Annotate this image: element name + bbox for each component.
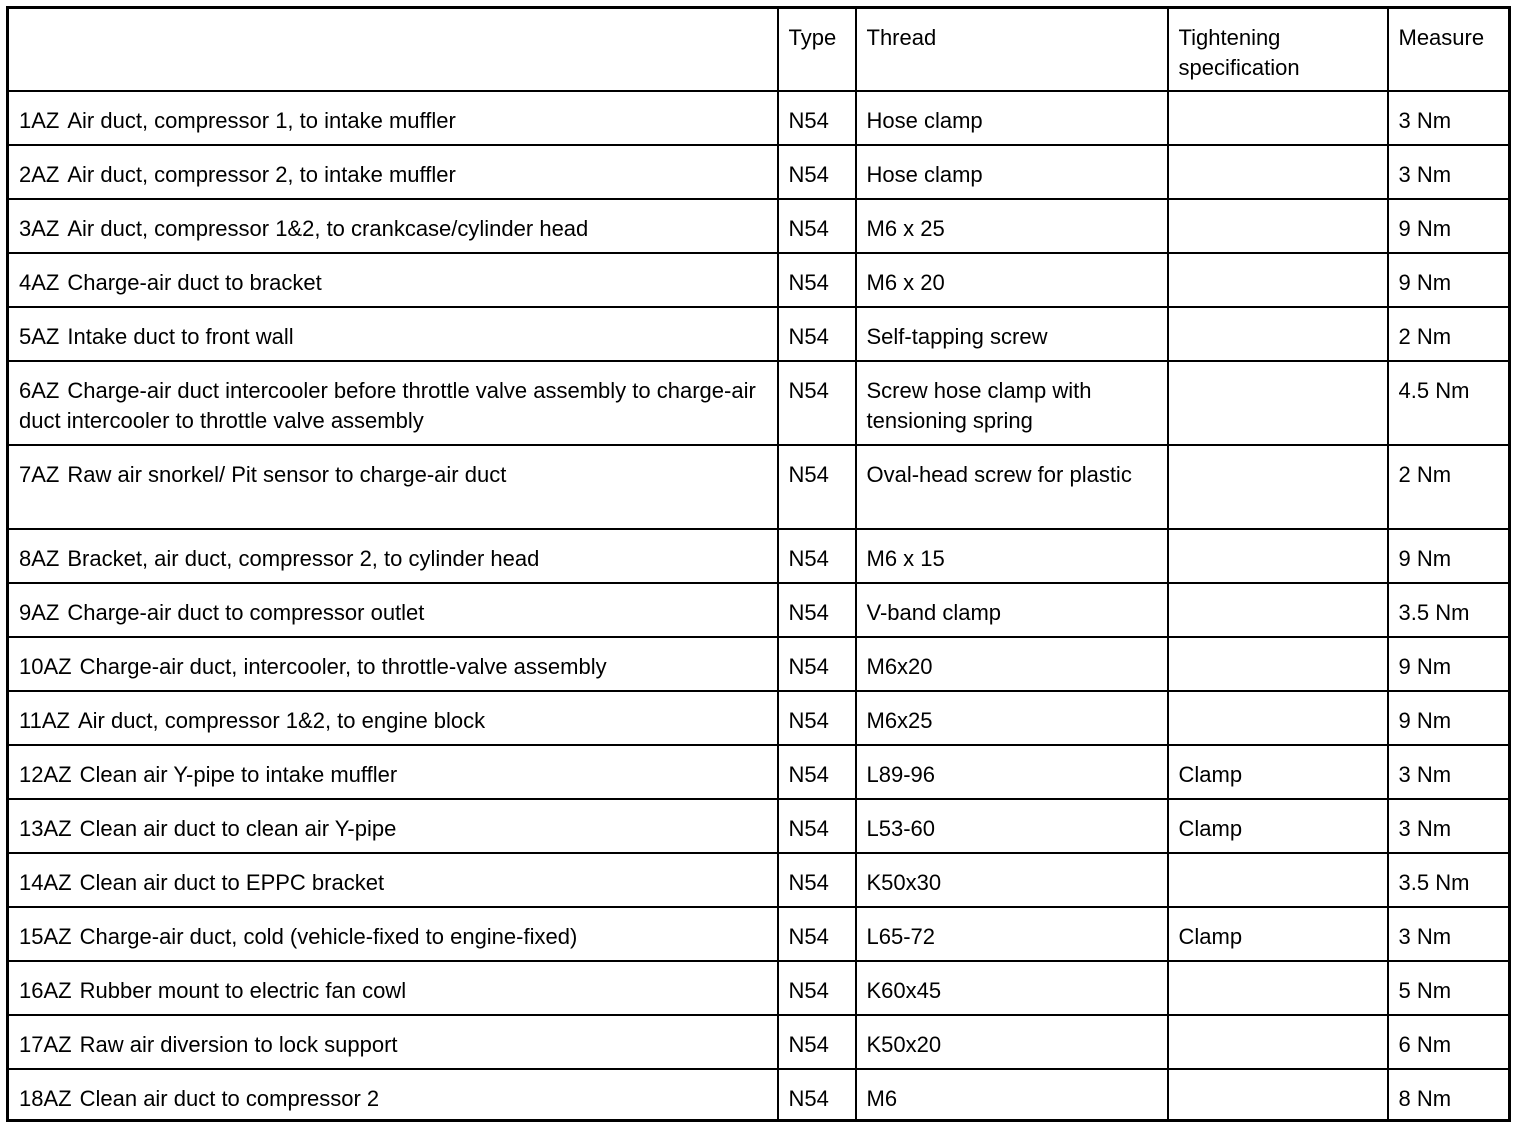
row-description: Charge-air duct to bracket: [67, 269, 322, 295]
table-header-row: [8, 8, 1510, 91]
row-tightening: [1168, 1015, 1388, 1069]
row-code: 17AZ: [19, 1031, 72, 1057]
table-row: [8, 145, 1510, 199]
row-tightening: Clamp: [1168, 745, 1388, 799]
row-description-cell: [8, 307, 778, 361]
row-description: Air duct, compressor 1, to intake muffler: [67, 107, 456, 133]
row-type: N54: [778, 1069, 856, 1121]
row-measure: 9 Nm: [1388, 253, 1510, 307]
row-measure: 9 Nm: [1388, 199, 1510, 253]
row-thread: M6x20: [856, 637, 1168, 691]
table-row: [8, 745, 1510, 799]
row-type: N54: [778, 445, 856, 529]
row-tightening: [1168, 961, 1388, 1015]
row-tightening: [1168, 1069, 1388, 1121]
table-row: [8, 1069, 1510, 1121]
table-row: [8, 253, 1510, 307]
table-row: [8, 799, 1510, 853]
row-thread: M6: [856, 1069, 1168, 1121]
row-measure: 3.5 Nm: [1388, 853, 1510, 907]
row-description-cell: [8, 145, 778, 199]
row-measure: 3 Nm: [1388, 91, 1510, 145]
table-row: [8, 361, 1510, 445]
row-measure: 9 Nm: [1388, 637, 1510, 691]
row-type: N54: [778, 361, 856, 445]
table-row: [8, 907, 1510, 961]
row-type: N54: [778, 853, 856, 907]
row-description: Air duct, compressor 2, to intake muffler: [67, 161, 456, 187]
row-description-cell: [8, 445, 778, 529]
header-description: [8, 8, 778, 91]
row-code: 15AZ: [19, 923, 72, 949]
row-description-cell: [8, 253, 778, 307]
row-thread: M6 x 25: [856, 199, 1168, 253]
row-tightening: [1168, 145, 1388, 199]
row-description: Rubber mount to electric fan cowl: [79, 977, 407, 1003]
row-description: Charge-air duct intercooler before throttle valve assembly to charge-air duct intercooler to throttle valve assembly: [19, 377, 756, 433]
row-measure: 4.5 Nm: [1388, 361, 1510, 445]
table-row: [8, 691, 1510, 745]
table-row: [8, 529, 1510, 583]
table-row: [8, 583, 1510, 637]
row-description-cell: [8, 583, 778, 637]
row-description-cell: [8, 907, 778, 961]
row-measure: 3 Nm: [1388, 745, 1510, 799]
row-thread: Hose clamp: [856, 145, 1168, 199]
row-tightening: [1168, 361, 1388, 445]
row-thread: Oval-head screw for plastic: [856, 445, 1168, 529]
table-row: [8, 307, 1510, 361]
row-description: Clean air duct to clean air Y-pipe: [79, 815, 397, 841]
row-tightening: [1168, 853, 1388, 907]
row-thread: M6 x 20: [856, 253, 1168, 307]
row-code: 1AZ: [19, 107, 60, 133]
row-tightening: [1168, 529, 1388, 583]
row-type: N54: [778, 799, 856, 853]
row-type: N54: [778, 253, 856, 307]
row-code: 16AZ: [19, 977, 72, 1003]
row-measure: 2 Nm: [1388, 307, 1510, 361]
row-thread: Screw hose clamp with tensioning spring: [856, 361, 1168, 445]
row-thread: L65-72: [856, 907, 1168, 961]
row-description-cell: [8, 745, 778, 799]
row-description: Clean air duct to EPPC bracket: [79, 869, 385, 895]
row-description: Air duct, compressor 1&2, to crankcase/cylinder head: [67, 215, 589, 241]
row-description-cell: [8, 1069, 778, 1121]
row-type: N54: [778, 583, 856, 637]
row-tightening: [1168, 91, 1388, 145]
row-description: Charge-air duct, intercooler, to throttle-valve assembly: [79, 653, 607, 679]
row-thread: L53-60: [856, 799, 1168, 853]
row-thread: Hose clamp: [856, 91, 1168, 145]
row-thread: M6x25: [856, 691, 1168, 745]
row-tightening: [1168, 253, 1388, 307]
row-code: 6AZ: [19, 377, 60, 403]
row-code: 12AZ: [19, 761, 72, 787]
row-measure: 6 Nm: [1388, 1015, 1510, 1069]
row-type: N54: [778, 745, 856, 799]
row-code: 4AZ: [19, 269, 60, 295]
row-measure: 3 Nm: [1388, 799, 1510, 853]
row-description-cell: [8, 199, 778, 253]
row-tightening: Clamp: [1168, 799, 1388, 853]
row-tightening: [1168, 445, 1388, 529]
table-row: [8, 1015, 1510, 1069]
row-description-cell: [8, 853, 778, 907]
row-description: Clean air Y-pipe to intake muffler: [79, 761, 398, 787]
row-tightening: [1168, 637, 1388, 691]
row-thread: L89-96: [856, 745, 1168, 799]
row-description: Intake duct to front wall: [67, 323, 294, 349]
row-measure: 2 Nm: [1388, 445, 1510, 529]
row-measure: 3.5 Nm: [1388, 583, 1510, 637]
row-description-cell: [8, 637, 778, 691]
row-type: N54: [778, 961, 856, 1015]
row-measure: 3 Nm: [1388, 907, 1510, 961]
row-description: Air duct, compressor 1&2, to engine block: [77, 707, 486, 733]
row-measure: 8 Nm: [1388, 1069, 1510, 1121]
row-description-cell: [8, 691, 778, 745]
row-tightening: [1168, 583, 1388, 637]
row-thread: M6 x 15: [856, 529, 1168, 583]
row-description: Bracket, air duct, compressor 2, to cylinder head: [67, 545, 540, 571]
row-type: N54: [778, 91, 856, 145]
row-tightening: [1168, 691, 1388, 745]
row-description: Clean air duct to compressor 2: [79, 1085, 380, 1111]
row-measure: 3 Nm: [1388, 145, 1510, 199]
row-code: 7AZ: [19, 461, 60, 487]
row-description-cell: [8, 799, 778, 853]
row-description-cell: [8, 529, 778, 583]
row-description-cell: [8, 91, 778, 145]
header-measure: Measure: [1388, 8, 1510, 91]
table-row: [8, 961, 1510, 1015]
row-code: 2AZ: [19, 161, 60, 187]
header-tightening-specification: Tightening specification: [1168, 8, 1388, 91]
table-row: [8, 637, 1510, 691]
table-row: [8, 199, 1510, 253]
row-code: 18AZ: [19, 1085, 72, 1111]
row-description-cell: [8, 361, 778, 445]
row-description: Raw air diversion to lock support: [79, 1031, 398, 1057]
tightening-torque-table: [6, 6, 1511, 1122]
row-tightening: [1168, 307, 1388, 361]
table-row: [8, 91, 1510, 145]
row-code: 5AZ: [19, 323, 60, 349]
row-type: N54: [778, 145, 856, 199]
row-description-cell: [8, 1015, 778, 1069]
row-code: 9AZ: [19, 599, 60, 625]
row-thread: K60x45: [856, 961, 1168, 1015]
row-code: 3AZ: [19, 215, 60, 241]
row-type: N54: [778, 691, 856, 745]
row-description-cell: [8, 961, 778, 1015]
row-type: N54: [778, 529, 856, 583]
header-type: Type: [778, 8, 856, 91]
row-type: N54: [778, 637, 856, 691]
row-code: 13AZ: [19, 815, 72, 841]
row-description: Charge-air duct, cold (vehicle-fixed to engine-fixed): [79, 923, 578, 949]
row-measure: 9 Nm: [1388, 691, 1510, 745]
row-description: Charge-air duct to compressor outlet: [67, 599, 425, 625]
row-code: 8AZ: [19, 545, 60, 571]
row-thread: V-band clamp: [856, 583, 1168, 637]
row-thread: Self-tapping screw: [856, 307, 1168, 361]
row-tightening: [1168, 199, 1388, 253]
row-code: 14AZ: [19, 869, 72, 895]
row-measure: 5 Nm: [1388, 961, 1510, 1015]
row-thread: K50x30: [856, 853, 1168, 907]
table-row: [8, 853, 1510, 907]
table-row: [8, 445, 1510, 529]
row-measure: 9 Nm: [1388, 529, 1510, 583]
header-thread: Thread: [856, 8, 1168, 91]
row-type: N54: [778, 199, 856, 253]
row-type: N54: [778, 1015, 856, 1069]
row-type: N54: [778, 907, 856, 961]
row-thread: K50x20: [856, 1015, 1168, 1069]
row-code: 10AZ: [19, 653, 72, 679]
row-type: N54: [778, 307, 856, 361]
row-tightening: Clamp: [1168, 907, 1388, 961]
row-code: 11AZ: [19, 707, 70, 733]
row-description: Raw air snorkel/ Pit sensor to charge-air duct: [67, 461, 507, 487]
